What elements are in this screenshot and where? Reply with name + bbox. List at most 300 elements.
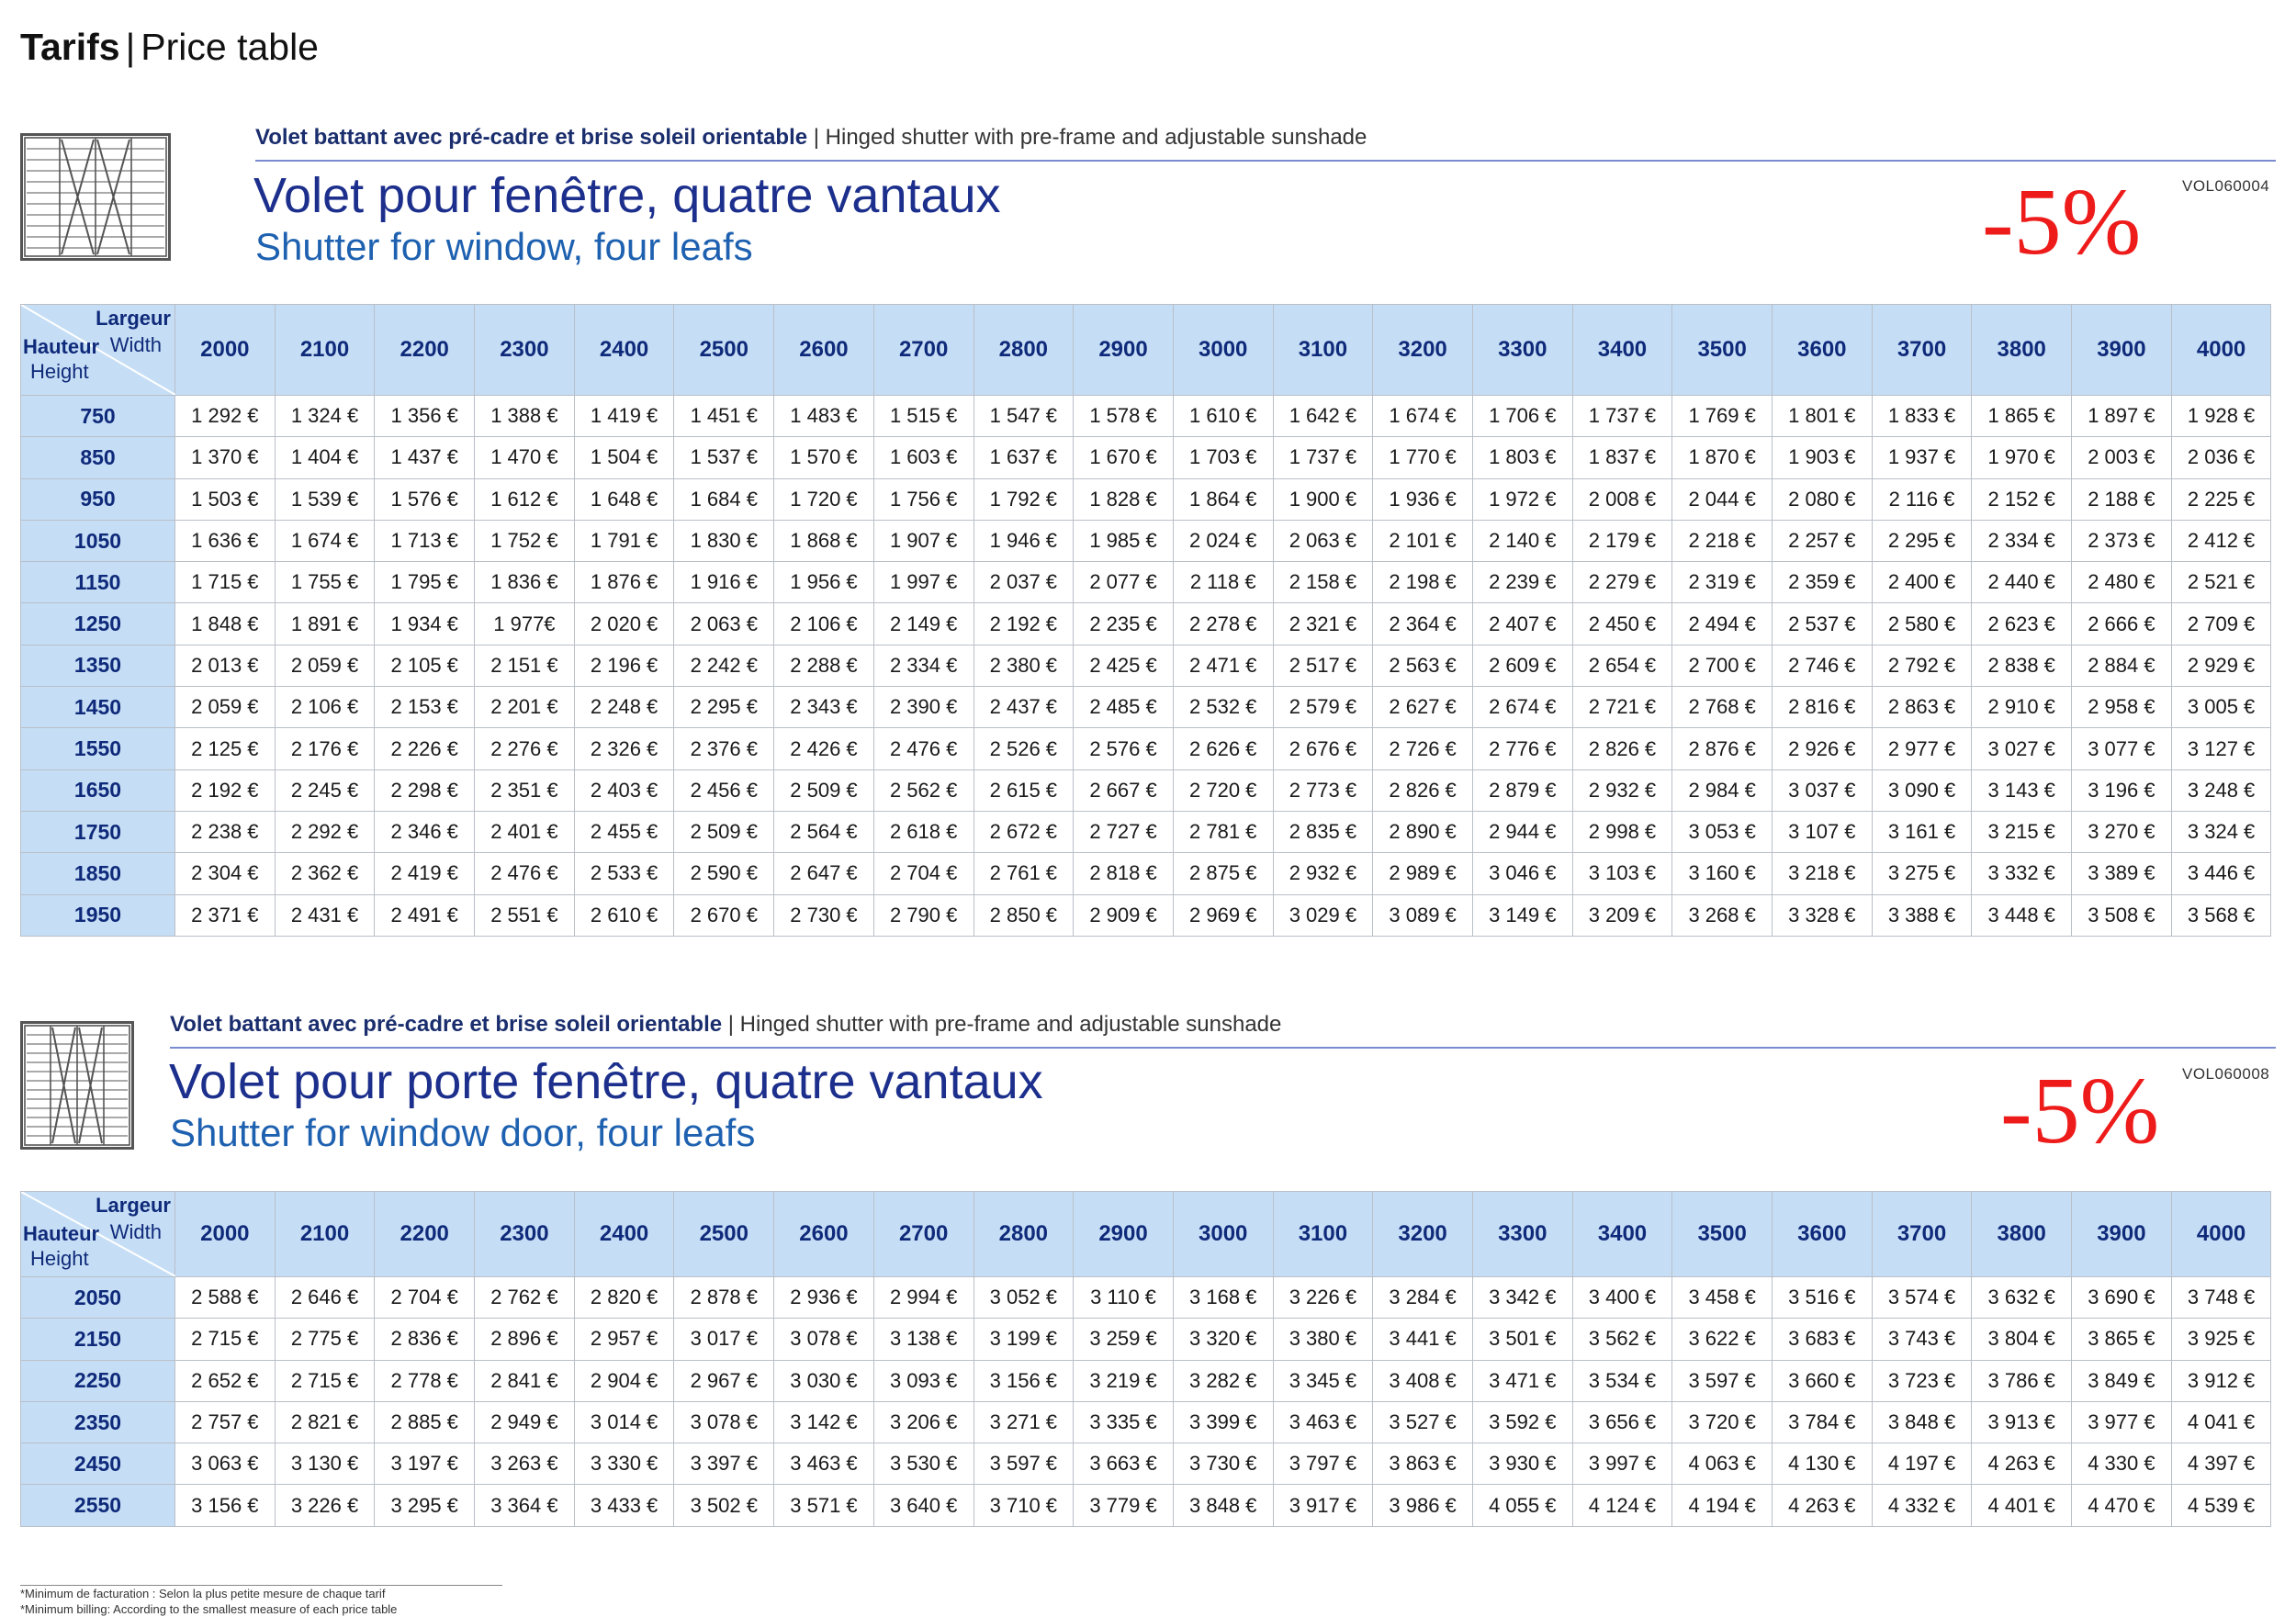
price-cell: 2 192 € (175, 769, 276, 811)
price-cell: 2 080 € (1773, 478, 1873, 520)
height-header: 1850 (21, 853, 175, 894)
price-cell: 2 700 € (1672, 645, 1773, 686)
price-cell: 4 041 € (2171, 1401, 2271, 1443)
price-table (20, 1191, 2271, 1527)
width-header: 2600 (774, 305, 874, 396)
price-cell: 3 848 € (1173, 1485, 1273, 1526)
price-cell: 2 730 € (774, 894, 874, 936)
width-header: 3400 (1572, 1192, 1672, 1277)
price-cell: 1 848 € (175, 603, 276, 645)
price-cell: 3 093 € (873, 1360, 974, 1401)
price-cell: 1 715 € (175, 562, 276, 603)
price-cell: 1 437 € (375, 437, 475, 478)
price-cell: 2 024 € (1173, 520, 1273, 561)
price-cell: 2 198 € (1373, 562, 1473, 603)
price-cell: 1 670 € (1074, 437, 1174, 478)
price-cell: 2 456 € (674, 769, 774, 811)
price-cell: 3 748 € (2171, 1277, 2271, 1319)
price-cell: 3 380 € (1273, 1319, 1373, 1360)
price-cell: 2 077 € (1074, 562, 1174, 603)
price-cell: 1 404 € (275, 437, 375, 478)
price-cell: 2 647 € (774, 853, 874, 894)
price-cell: 2 008 € (1572, 478, 1672, 520)
price-cell: 2 304 € (175, 853, 276, 894)
price-cell: 3 471 € (1472, 1360, 1572, 1401)
price-cell: 2 576 € (1074, 728, 1174, 769)
section-rule (170, 1047, 2276, 1049)
table-row (21, 769, 2271, 811)
price-cell: 1 674 € (1373, 396, 1473, 437)
price-cell: 3 270 € (2072, 811, 2172, 852)
price-cell: 1 504 € (574, 437, 674, 478)
price-cell: 3 324 € (2171, 811, 2271, 852)
price-cell: 3 196 € (2072, 769, 2172, 811)
height-header: 1350 (21, 645, 175, 686)
price-cell: 2 563 € (1373, 645, 1473, 686)
price-cell: 3 690 € (2072, 1277, 2172, 1319)
height-header: 1150 (21, 562, 175, 603)
corner-hauteur: Hauteur (23, 335, 100, 358)
price-cell: 2 821 € (275, 1401, 375, 1443)
price-cell: 3 865 € (2072, 1319, 2172, 1360)
price-cell: 1 451 € (674, 396, 774, 437)
table-row (21, 728, 2271, 769)
price-cell: 2 412 € (2171, 520, 2271, 561)
price-cell: 2 667 € (1074, 769, 1174, 811)
price-cell: 2 118 € (1173, 562, 1273, 603)
price-cell: 1 292 € (175, 396, 276, 437)
price-cell: 1 870 € (1672, 437, 1773, 478)
price-cell: 2 835 € (1273, 811, 1373, 852)
price-cell: 1 603 € (873, 437, 974, 478)
price-cell: 2 626 € (1173, 728, 1273, 769)
table-row (21, 1485, 2271, 1526)
price-cell: 2 932 € (1572, 769, 1672, 811)
width-header: 2200 (375, 305, 475, 396)
header-row (21, 305, 2271, 396)
price-cell: 2 509 € (774, 769, 874, 811)
price-cell: 3 683 € (1773, 1319, 1873, 1360)
height-header: 1750 (21, 811, 175, 852)
width-header: 2600 (774, 1192, 874, 1277)
price-cell: 2 188 € (2072, 478, 2172, 520)
price-cell: 3 797 € (1273, 1443, 1373, 1485)
price-cell: 3 218 € (1773, 853, 1873, 894)
height-header: 1450 (21, 687, 175, 728)
price-cell: 2 778 € (375, 1360, 475, 1401)
width-header: 2800 (974, 305, 1074, 396)
price-cell: 2 652 € (175, 1360, 276, 1401)
price-cell: 1 897 € (2072, 396, 2172, 437)
price-cell: 2 936 € (774, 1277, 874, 1319)
table-row (21, 1443, 2271, 1485)
price-cell: 3 917 € (1273, 1485, 1373, 1526)
price-cell: 3 501 € (1472, 1319, 1572, 1360)
page-title-rest: Price table (141, 26, 319, 68)
height-header: 1250 (21, 603, 175, 645)
price-cell: 2 235 € (1074, 603, 1174, 645)
price-cell: 1 570 € (774, 437, 874, 478)
price-cell: 1 470 € (475, 437, 575, 478)
price-cell: 1 515 € (873, 396, 974, 437)
price-cell: 1 985 € (1074, 520, 1174, 561)
price-cell: 2 225 € (2171, 478, 2271, 520)
price-cell: 2 884 € (2072, 645, 2172, 686)
price-cell: 2 152 € (1972, 478, 2072, 520)
price-cell: 3 720 € (1672, 1401, 1773, 1443)
price-cell: 3 986 € (1373, 1485, 1473, 1526)
price-cell: 2 521 € (2171, 562, 2271, 603)
price-cell: 2 450 € (1572, 603, 1672, 645)
price-cell: 2 455 € (574, 811, 674, 852)
price-cell: 3 502 € (674, 1485, 774, 1526)
width-header: 3200 (1373, 1192, 1473, 1277)
price-cell: 2 564 € (774, 811, 874, 852)
price-cell: 2 537 € (1773, 603, 1873, 645)
price-cell: 2 820 € (574, 1277, 674, 1319)
price-cell: 2 044 € (1672, 478, 1773, 520)
price-cell: 2 878 € (674, 1277, 774, 1319)
price-cell: 2 562 € (873, 769, 974, 811)
price-cell: 2 792 € (1872, 645, 1972, 686)
price-cell: 2 704 € (873, 853, 974, 894)
price-cell: 3 328 € (1773, 894, 1873, 936)
price-cell: 2 226 € (375, 728, 475, 769)
price-cell: 2 380 € (974, 645, 1074, 686)
width-header: 2500 (674, 1192, 774, 1277)
price-table (20, 304, 2271, 937)
price-cell: 2 491 € (375, 894, 475, 936)
price-cell: 2 106 € (774, 603, 874, 645)
price-cell: 1 934 € (375, 603, 475, 645)
price-cell: 2 615 € (974, 769, 1074, 811)
price-cell: 3 127 € (2171, 728, 2271, 769)
width-header: 2900 (1074, 305, 1174, 396)
price-cell: 2 646 € (275, 1277, 375, 1319)
price-cell: 3 130 € (275, 1443, 375, 1485)
price-cell: 3 143 € (1972, 769, 2072, 811)
price-cell: 4 263 € (1972, 1443, 2072, 1485)
price-cell: 1 865 € (1972, 396, 2072, 437)
price-cell: 2 944 € (1472, 811, 1572, 852)
price-cell: 2 761 € (974, 853, 1074, 894)
price-cell: 2 400 € (1872, 562, 1972, 603)
price-cell: 3 463 € (774, 1443, 874, 1485)
width-header: 2400 (574, 1192, 674, 1277)
price-cell: 2 818 € (1074, 853, 1174, 894)
price-cell: 2 425 € (1074, 645, 1174, 686)
price-cell: 3 571 € (774, 1485, 874, 1526)
width-header: 3500 (1672, 305, 1773, 396)
price-cell: 2 509 € (674, 811, 774, 852)
width-header: 2000 (175, 1192, 276, 1277)
price-cell: 2 362 € (275, 853, 375, 894)
price-cell: 1 578 € (1074, 396, 1174, 437)
width-header: 3700 (1872, 1192, 1972, 1277)
price-cell: 2 826 € (1572, 728, 1672, 769)
price-cell: 2 876 € (1672, 728, 1773, 769)
price-cell: 3 930 € (1472, 1443, 1572, 1485)
price-cell: 2 037 € (974, 562, 1074, 603)
price-cell: 2 192 € (974, 603, 1074, 645)
product-code: VOL060008 (2182, 1065, 2270, 1083)
shutter-door-icon (20, 1021, 134, 1150)
width-header: 3900 (2072, 305, 2172, 396)
price-cell: 2 158 € (1273, 562, 1373, 603)
price-cell: 2 125 € (175, 728, 276, 769)
price-cell: 2 020 € (574, 603, 674, 645)
price-cell: 2 403 € (574, 769, 674, 811)
table-row (21, 853, 2271, 894)
price-cell: 2 319 € (1672, 562, 1773, 603)
price-cell: 2 790 € (873, 894, 974, 936)
width-header: 3300 (1472, 305, 1572, 396)
price-cell: 1 792 € (974, 478, 1074, 520)
price-cell: 3 030 € (774, 1360, 874, 1401)
price-cell: 3 149 € (1472, 894, 1572, 936)
price-cell: 1 674 € (275, 520, 375, 561)
price-cell: 1 830 € (674, 520, 774, 561)
price-cell: 3 046 € (1472, 853, 1572, 894)
price-cell: 3 052 € (974, 1277, 1074, 1319)
price-cell: 2 579 € (1273, 687, 1373, 728)
price-cell: 1 837 € (1572, 437, 1672, 478)
price-cell: 2 896 € (475, 1319, 575, 1360)
price-cell: 2 958 € (2072, 687, 2172, 728)
price-cell: 3 562 € (1572, 1319, 1672, 1360)
price-cell: 1 483 € (774, 396, 874, 437)
price-cell: 2 401 € (475, 811, 575, 852)
width-header: 3100 (1273, 1192, 1373, 1277)
price-cell: 2 904 € (574, 1360, 674, 1401)
price-cell: 4 063 € (1672, 1443, 1773, 1485)
price-cell: 2 727 € (1074, 811, 1174, 852)
price-cell: 3 399 € (1173, 1401, 1273, 1443)
corner-height: Height (30, 1247, 89, 1270)
price-cell: 2 890 € (1373, 811, 1473, 852)
price-cell: 2 179 € (1572, 520, 1672, 561)
price-cell: 3 441 € (1373, 1319, 1473, 1360)
table-row (21, 645, 2271, 686)
height-header: 850 (21, 437, 175, 478)
price-cell: 3 107 € (1773, 811, 1873, 852)
price-cell: 3 161 € (1872, 811, 1972, 852)
price-cell: 1 684 € (674, 478, 774, 520)
price-cell: 2 476 € (873, 728, 974, 769)
width-header: 3000 (1173, 1192, 1273, 1277)
price-cell: 4 330 € (2072, 1443, 2172, 1485)
price-cell: 2 715 € (275, 1360, 375, 1401)
price-cell: 3 527 € (1373, 1401, 1473, 1443)
price-cell: 1 713 € (375, 520, 475, 561)
height-header: 1550 (21, 728, 175, 769)
price-cell: 3 330 € (574, 1443, 674, 1485)
corner-largeur: Largeur (96, 1194, 171, 1217)
width-header: 2100 (275, 305, 375, 396)
price-cell: 3 029 € (1273, 894, 1373, 936)
price-cell: 2 292 € (275, 811, 375, 852)
width-header: 2700 (873, 305, 974, 396)
price-cell: 3 345 € (1273, 1360, 1373, 1401)
price-cell: 2 775 € (275, 1319, 375, 1360)
price-cell: 2 279 € (1572, 562, 1672, 603)
price-cell: 1 903 € (1773, 437, 1873, 478)
width-header: 4000 (2171, 1192, 2271, 1277)
price-cell: 1 937 € (1872, 437, 1972, 478)
price-cell: 2 720 € (1173, 769, 1273, 811)
price-cell: 1 388 € (475, 396, 575, 437)
product-code: VOL060004 (2182, 177, 2270, 195)
price-cell: 1 769 € (1672, 396, 1773, 437)
price-cell: 3 014 € (574, 1401, 674, 1443)
price-cell: 2 926 € (1773, 728, 1873, 769)
price-cell: 2 196 € (574, 645, 674, 686)
price-cell: 2 431 € (275, 894, 375, 936)
price-cell: 3 199 € (974, 1319, 1074, 1360)
height-header: 950 (21, 478, 175, 520)
price-cell: 3 448 € (1972, 894, 2072, 936)
width-header: 2000 (175, 305, 276, 396)
price-cell: 1 539 € (275, 478, 375, 520)
price-cell: 2 494 € (1672, 603, 1773, 645)
price-cell: 2 278 € (1173, 603, 1273, 645)
price-cell: 3 156 € (175, 1485, 276, 1526)
price-cell: 1 324 € (275, 396, 375, 437)
width-header: 2700 (873, 1192, 974, 1277)
price-cell: 3 226 € (275, 1485, 375, 1526)
price-cell: 2 532 € (1173, 687, 1273, 728)
price-cell: 1 370 € (175, 437, 276, 478)
price-cell: 2 343 € (774, 687, 874, 728)
price-cell: 1 752 € (475, 520, 575, 561)
price-cell: 1 610 € (1173, 396, 1273, 437)
price-cell: 2 762 € (475, 1277, 575, 1319)
product-kicker: Volet battant avec pré-cadre et brise soleil orientable | Hinged shutter with pre-frame and adjustable sunshade (255, 125, 1367, 150)
price-cell: 1 795 € (375, 562, 475, 603)
price-cell: 3 219 € (1074, 1360, 1174, 1401)
price-cell: 2 238 € (175, 811, 276, 852)
price-cell: 2 105 € (375, 645, 475, 686)
page-title (20, 26, 319, 69)
table-row (21, 478, 2271, 520)
price-cell: 2 239 € (1472, 562, 1572, 603)
price-cell: 2 326 € (574, 728, 674, 769)
price-cell: 4 194 € (1672, 1485, 1773, 1526)
price-cell: 2 248 € (574, 687, 674, 728)
price-cell: 3 597 € (974, 1443, 1074, 1485)
price-cell: 3 005 € (2171, 687, 2271, 728)
price-cell: 3 226 € (1273, 1277, 1373, 1319)
price-cell: 2 063 € (1273, 520, 1373, 561)
width-header: 4000 (2171, 305, 2271, 396)
width-header: 3600 (1773, 1192, 1873, 1277)
price-cell: 2 218 € (1672, 520, 1773, 561)
price-cell: 3 389 € (2072, 853, 2172, 894)
price-cell: 2 929 € (2171, 645, 2271, 686)
height-header: 750 (21, 396, 175, 437)
price-cell: 3 458 € (1672, 1277, 1773, 1319)
width-header: 3200 (1373, 305, 1473, 396)
price-cell: 2 666 € (2072, 603, 2172, 645)
width-header: 2300 (475, 1192, 575, 1277)
price-cell: 3 335 € (1074, 1401, 1174, 1443)
price-cell: 1 970 € (1972, 437, 2072, 478)
price-cell: 2 063 € (674, 603, 774, 645)
price-cell: 3 574 € (1872, 1277, 1972, 1319)
footnote-divider (20, 1585, 502, 1586)
width-header: 2300 (475, 305, 575, 396)
price-cell: 2 321 € (1273, 603, 1373, 645)
price-cell: 2 885 € (375, 1401, 475, 1443)
price-cell: 2 201 € (475, 687, 575, 728)
price-cell: 2 776 € (1472, 728, 1572, 769)
price-cell: 1 891 € (275, 603, 375, 645)
price-cell: 3 848 € (1872, 1401, 1972, 1443)
corner-width: Width (109, 333, 162, 356)
price-cell: 2 390 € (873, 687, 974, 728)
price-cell: 2 967 € (674, 1360, 774, 1401)
price-cell: 3 263 € (475, 1443, 575, 1485)
price-cell: 3 017 € (674, 1319, 774, 1360)
price-cell: 1 801 € (1773, 396, 1873, 437)
price-cell: 1 756 € (873, 478, 974, 520)
price-cell: 3 804 € (1972, 1319, 2072, 1360)
price-cell: 1 956 € (774, 562, 874, 603)
price-cell: 3 090 € (1872, 769, 1972, 811)
price-cell: 1 547 € (974, 396, 1074, 437)
product-title-en: Shutter for window, four leafs (255, 225, 753, 268)
table-row (21, 1401, 2271, 1443)
price-cell: 1 946 € (974, 520, 1074, 561)
price-cell: 1 706 € (1472, 396, 1572, 437)
price-cell: 2 437 € (974, 687, 1074, 728)
price-cell: 2 245 € (275, 769, 375, 811)
price-cell: 4 197 € (1872, 1443, 1972, 1485)
price-cell: 2 768 € (1672, 687, 1773, 728)
price-cell: 3 534 € (1572, 1360, 1672, 1401)
price-cell: 3 295 € (375, 1485, 475, 1526)
price-cell: 1 648 € (574, 478, 674, 520)
price-cell: 2 957 € (574, 1319, 674, 1360)
price-cell: 1 642 € (1273, 396, 1373, 437)
price-cell: 2 176 € (275, 728, 375, 769)
table-corner-header (21, 1192, 175, 1277)
price-cell: 1 755 € (275, 562, 375, 603)
price-cell: 3 640 € (873, 1485, 974, 1526)
price-cell: 2 994 € (873, 1277, 974, 1319)
price-cell: 3 103 € (1572, 853, 1672, 894)
height-header: 1050 (21, 520, 175, 561)
price-cell: 2 654 € (1572, 645, 1672, 686)
table-row (21, 520, 2271, 561)
price-cell: 3 142 € (774, 1401, 874, 1443)
price-cell: 2 989 € (1373, 853, 1473, 894)
price-cell: 2 471 € (1173, 645, 1273, 686)
table-row (21, 603, 2271, 645)
price-cell: 3 275 € (1872, 853, 1972, 894)
price-cell: 3 568 € (2171, 894, 2271, 936)
price-cell: 1 864 € (1173, 478, 1273, 520)
price-cell: 1 828 € (1074, 478, 1174, 520)
price-cell: 3 271 € (974, 1401, 1074, 1443)
price-cell: 1 770 € (1373, 437, 1473, 478)
price-cell: 2 295 € (1872, 520, 1972, 561)
price-cell: 1 637 € (974, 437, 1074, 478)
price-cell: 2 351 € (475, 769, 575, 811)
width-header: 2400 (574, 305, 674, 396)
width-header: 3100 (1273, 305, 1373, 396)
shutter-window-icon (20, 133, 171, 261)
